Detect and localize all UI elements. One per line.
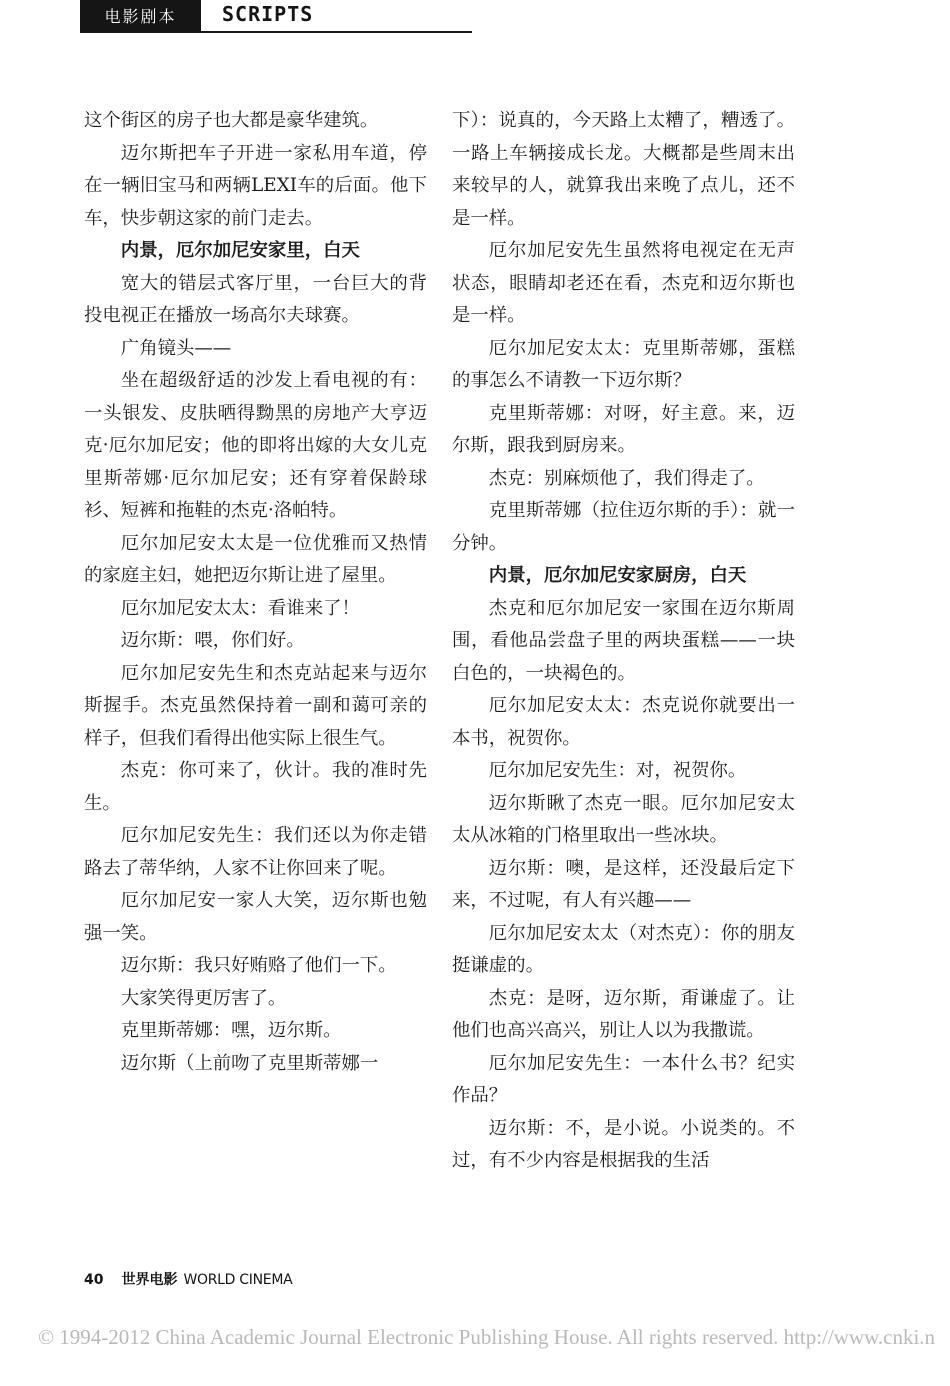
paragraph: 厄尔加尼安先生：我们还以为你走错路去了蒂华纳，人家不让你回来了呢。: [84, 825, 427, 879]
paragraph: 厄尔加尼安太太是一位优雅而又热情的家庭主妇，她把迈尔斯让进了屋里。: [84, 532, 427, 586]
page-number: 40: [84, 1272, 104, 1288]
paragraph: 厄尔加尼安太太：杰克说你就要出一本书，祝贺你。: [452, 695, 795, 749]
paragraph: 大家笑得更厉害了。: [120, 987, 287, 1009]
paragraph: 厄尔加尼安一家人大笑，迈尔斯也勉强一笑。: [84, 890, 427, 944]
paragraph: 厄尔加尼安太太（对杰克）：你的朋友挺谦虚的。: [452, 922, 795, 976]
header-rule: [80, 31, 472, 33]
paragraph: 迈尔斯：我只好贿赂了他们一下。: [120, 955, 397, 976]
paragraph: 迈尔斯把车子开进一家私用车道，停在一辆旧宝马和两辆LEXI车的后面。他下车，快步朝这家的前门走去。: [84, 142, 427, 229]
scene-heading: 内景，厄尔加尼安家厨房，白天: [488, 565, 747, 586]
paragraph: 坐在超级舒适的沙发上看电视的有：一头银发、皮肤晒得黝黑的房地产大亨迈克·厄尔加尼安；他的即将出嫁的大女儿克里斯蒂娜·厄尔加尼安；还有穿着保龄球衫、短裤和拖鞋的杰克·洛帕特。: [84, 370, 427, 521]
paragraph: 厄尔加尼安先生：对，祝贺你。: [488, 760, 747, 781]
copyright-notice: © 1994-2012 China Academic Journal Electronic Publishing House. All rights reserved. http://www.cnki.n: [38, 1325, 936, 1349]
section-title: SCRIPTS: [222, 2, 314, 26]
paragraph: 杰克：是呀，迈尔斯，甭谦虚了。让他们也高兴高兴，别让人以为我撒谎。: [452, 987, 795, 1041]
paragraph: 克里斯蒂娜：对呀，好主意。来，迈尔斯，跟我到厨房来。: [452, 402, 795, 456]
paragraph: 杰克：你可来了，伙计。我的准时先生。: [84, 760, 427, 814]
left-column: [84, 105, 427, 1080]
paragraph: 杰克和厄尔加尼安一家围在迈尔斯周围，看他品尝盘子里的两块蛋糕——一块白色的，一块褐色的。: [452, 597, 795, 684]
paragraph: 广角镜头——: [120, 337, 232, 359]
paragraph: 这个街区的房子也大都是豪华建筑。: [84, 110, 379, 131]
paragraph: 厄尔加尼安太太：看谁来了！: [120, 597, 360, 619]
paragraph: 厄尔加尼安先生：一本什么书？纪实作品？: [452, 1052, 795, 1106]
paragraph: 迈尔斯：噢，是这样，还没最后定下来，不过呢，有人有兴趣——: [452, 857, 795, 911]
paragraph: 迈尔斯：喂，你们好。: [120, 630, 305, 651]
right-column: [452, 105, 795, 1178]
paragraph: 宽大的错层式客厅里，一台巨大的背投电视正在播放一场高尔夫球赛。: [84, 272, 427, 326]
paragraph: 迈尔斯：不，是小说。小说类的。不过，有不少内容是根据我的生活: [452, 1117, 795, 1171]
page-footer: [84, 1269, 292, 1289]
scene-heading: 内景，厄尔加尼安家里，白天: [120, 240, 360, 261]
paragraph: 迈尔斯瞅了杰克一眼。厄尔加尼安太太从冰箱的门格里取出一些冰块。: [452, 792, 795, 846]
paragraph: 厄尔加尼安太太：克里斯蒂娜，蛋糕的事怎么不请教一下迈尔斯？: [452, 337, 795, 391]
paragraph: 克里斯蒂娜：嘿，迈尔斯。: [120, 1020, 342, 1041]
section-tab: 电影剧本: [80, 0, 201, 33]
paragraph: 厄尔加尼安先生虽然将电视定在无声状态，眼睛却老还在看，杰克和迈尔斯也是一样。: [452, 240, 795, 326]
paragraph: 厄尔加尼安先生和杰克站起来与迈尔斯握手。杰克虽然保持着一副和蔼可亲的样子，但我们看得出他实际上很生气。: [84, 662, 427, 749]
paragraph: 杰克：别麻烦他了，我们得走了。: [488, 467, 765, 489]
paragraph: 克里斯蒂娜（拉住迈尔斯的手）：就一分钟。: [452, 500, 795, 554]
paragraph: 迈尔斯（上前吻了克里斯蒂娜一: [120, 1052, 379, 1074]
magazine-name-en: WORLD CINEMA: [183, 1272, 293, 1288]
paragraph: 下）：说真的，今天路上太糟了，糟透了。一路上车辆接成长龙。大概都是些周末出来较早的人，就算我出来晚了点儿，还不是一样。: [452, 110, 795, 229]
magazine-name-cn: 世界电影: [121, 1272, 178, 1288]
